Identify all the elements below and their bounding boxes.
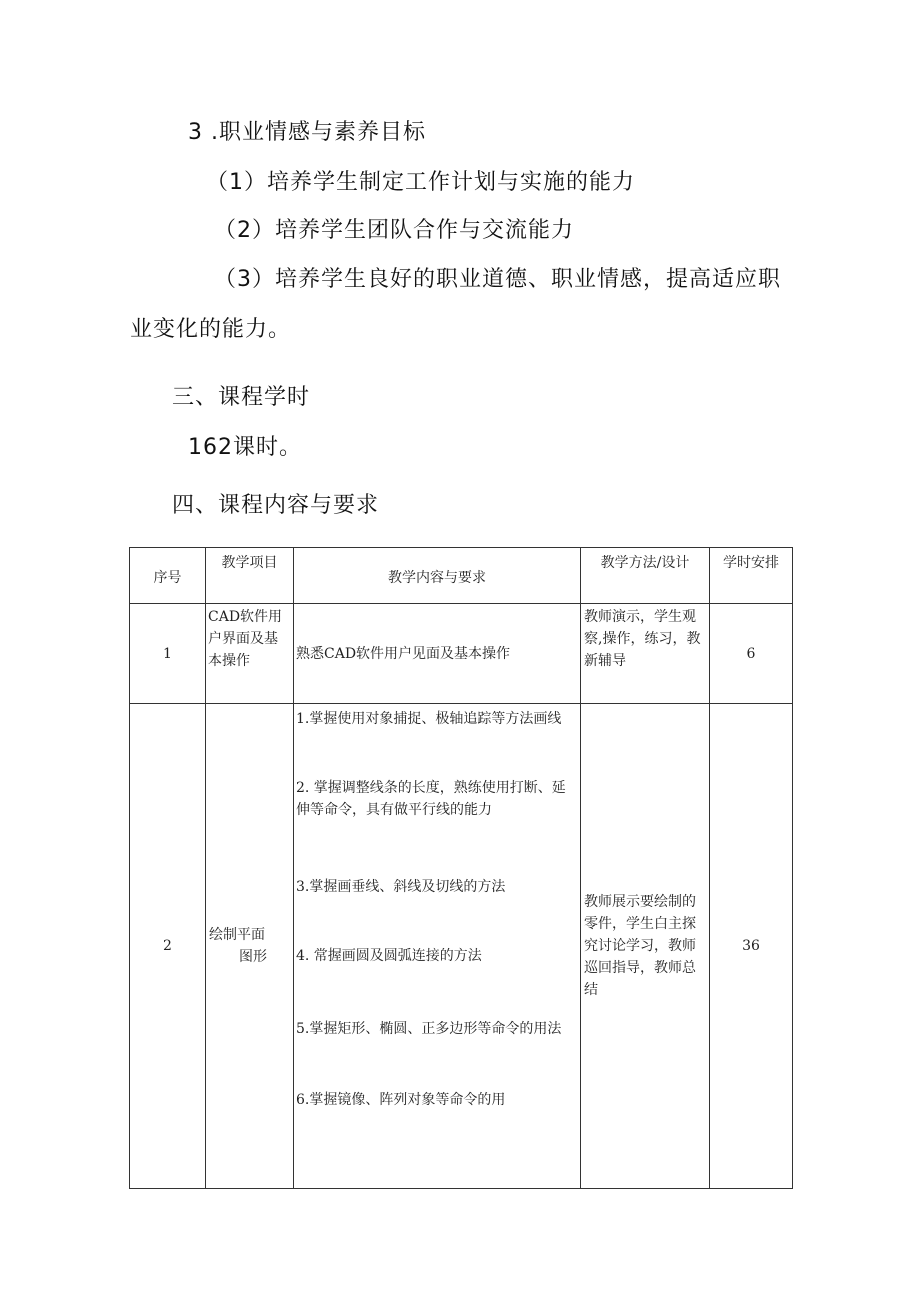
row1-project: CAD软件用户界面及基本操作 bbox=[206, 604, 294, 704]
row2-hours: 36 bbox=[710, 704, 793, 1189]
course-hours-value: 162课时。 bbox=[188, 435, 302, 460]
header-project bbox=[206, 548, 294, 604]
course-content-table bbox=[129, 547, 793, 1189]
row1-method: 教师演示，学生观察,操作，练习，教新辅导 bbox=[581, 604, 710, 704]
header-no: 序号 bbox=[130, 548, 206, 604]
header-method-label: 教学方法/设计 bbox=[600, 555, 690, 571]
table-row bbox=[130, 604, 793, 704]
content-item-4: 4. 常握画圆及圆弧连接的方法 bbox=[296, 948, 482, 964]
header-project-label: 教学项目 bbox=[221, 555, 278, 571]
header-hours-label: 学时安排 bbox=[723, 555, 779, 571]
goal-title: 3 .职业情感与素养目标 bbox=[188, 120, 426, 145]
course-hours-heading: 三、课程学时 bbox=[172, 385, 311, 410]
row2-project-line1: 绘制平面 bbox=[209, 927, 265, 943]
course-content-heading: 四、课程内容与要求 bbox=[172, 493, 380, 518]
row2-method-text: 教师展示要绘制的零件，学生白主探究讨论学习，教师巡回指导，教师总结 bbox=[584, 894, 696, 998]
table-row bbox=[130, 704, 793, 1189]
row2-method bbox=[581, 704, 710, 1189]
content-item-3: 3.掌握画垂线、斜线及切线的方法 bbox=[296, 879, 506, 895]
content-item-6: 6.掌握镜像、阵列对象等命令的用 bbox=[296, 1092, 506, 1108]
row1-no: 1 bbox=[130, 604, 206, 704]
goal-item-3: （3）培养学生良好的职业道德、职业情感，提高适应职 bbox=[214, 267, 781, 292]
row2-no: 2 bbox=[130, 704, 206, 1189]
content-item-2: 2. 掌握调整线条的长度，熟练使用打断、延伸等命令，具有做平行线的能力 bbox=[296, 780, 566, 818]
row1-content: 熟悉CAD软件用户见面及基本操作 bbox=[294, 604, 581, 704]
header-method bbox=[581, 548, 710, 604]
goal-item-2: （2）培养学生团队合作与交流能力 bbox=[214, 218, 574, 243]
table-header-row bbox=[130, 548, 793, 604]
row1-hours: 6 bbox=[710, 604, 793, 704]
content-item-5: 5.掌握矩形、椭圆、正多边形等命令的用法 bbox=[296, 1021, 562, 1037]
goal-item-3-continued: 业变化的能力。 bbox=[130, 317, 292, 342]
row2-content bbox=[294, 704, 581, 1189]
goal-item-1: （1）培养学生制定工作计划与实施的能力 bbox=[206, 170, 635, 195]
row2-project-line2: 图形 bbox=[239, 949, 267, 965]
row2-project bbox=[206, 704, 294, 1189]
content-item-1: 1.掌握使用对象捕捉、极轴追踪等方法画线 bbox=[296, 711, 562, 727]
header-hours bbox=[710, 548, 793, 604]
header-content: 教学内容与要求 bbox=[294, 548, 581, 604]
